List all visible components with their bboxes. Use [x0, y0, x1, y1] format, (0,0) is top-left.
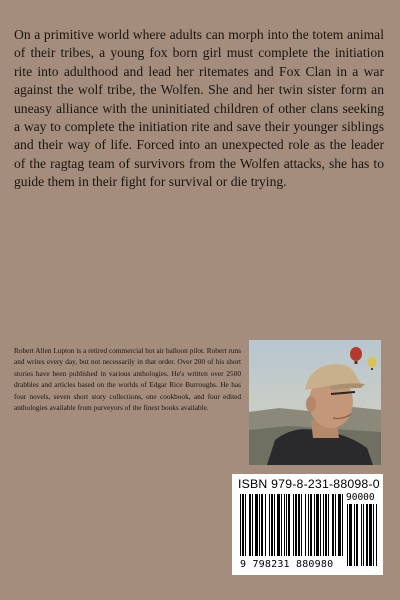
author-photo: [249, 340, 381, 465]
isbn-barcode: [232, 474, 383, 575]
price-code: 90000: [346, 492, 375, 503]
ean-digits: 9 798231 880980: [240, 559, 334, 570]
author-photo-image: [249, 340, 381, 465]
isbn-label: ISBN 979-8-231-88098-0: [238, 477, 380, 491]
book-blurb: On a primitive world where adults can morph into the totem animal of their tribes, a young fox born girl must complete the initiation rite into adulthood and lead her ritemates and Fox Clan in a war against the wolf tribe, the Wolfen. She and her twin sister form an uneasy alliance with the uninitiated children of other clans seeking a way to complete the initiation rite and save their younger siblings and their way of life. Forced into an unexpected role as the leader of the ragtag team of survivors from the Wolfen attacks, she has to guide them in their fight for survival or die trying.: [14, 27, 384, 190]
author-bio: Robert Allen Lupton is a retired commercial hot air balloon pilot. Robert runs and writes every day, but not necessarily in that order. Over 200 of his short stories have been published in various anthologies. He's written over 2500 drabbles and articles based on the worlds of Edgar Rice Burroughs. He has four novels, seven short story collections, one cookbook, and four edited anthologies available from purveyors of the finest books available.: [14, 346, 241, 413]
